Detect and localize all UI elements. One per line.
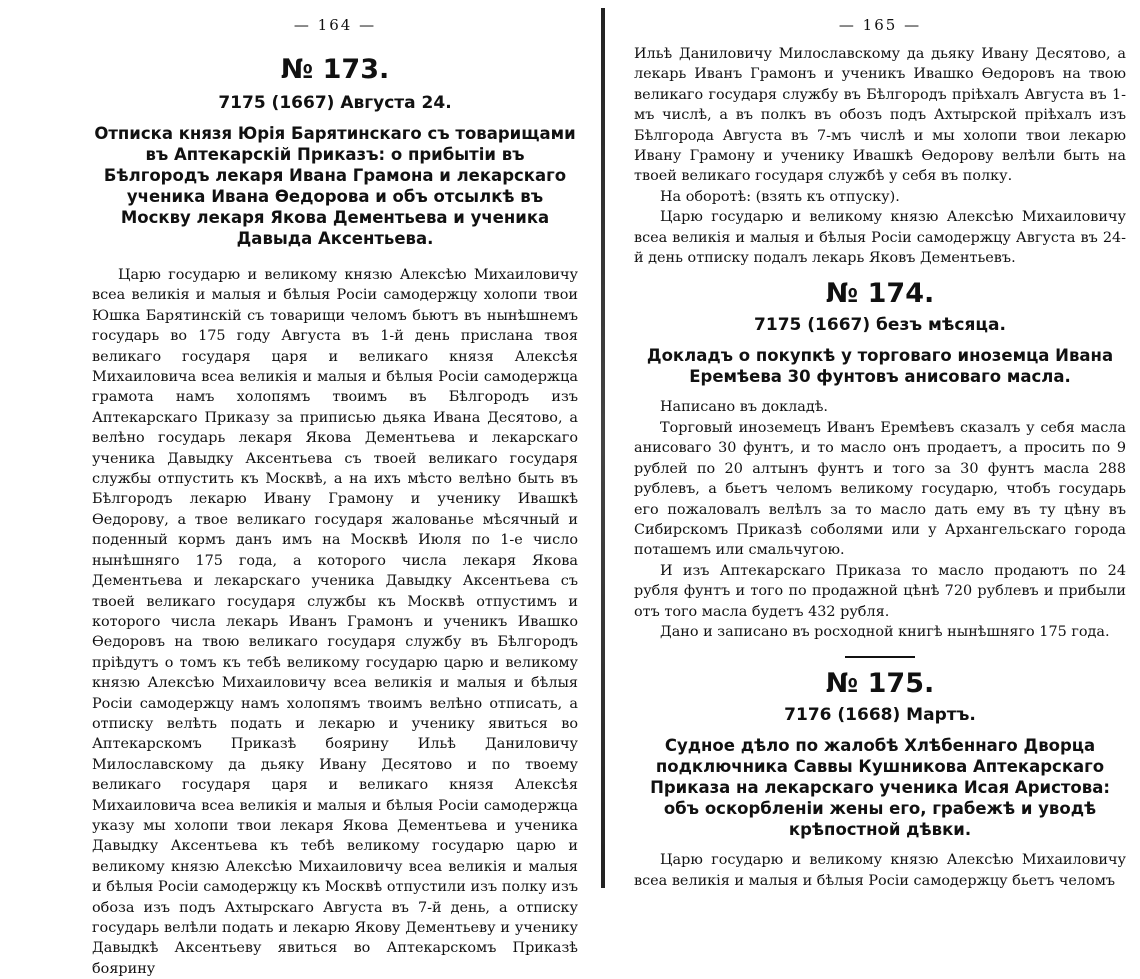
document-heading: Судное дѣло по жалобѣ Хлѣбеннаго Дворца подключника Саввы Кушникова Аптекарскаго Приказа на лекарскаго ученика Исая Аристова: объ оскорбленіи жены его, грабежѣ и уводѣ крѣпостной дѣвки. — [650, 736, 1110, 840]
page-number: — 164 — — [293, 16, 377, 34]
document-number: № 174. — [825, 278, 935, 310]
document-paragraph: Дано и записано въ росходной книгѣ нынѣшняго 175 года. — [660, 623, 1110, 640]
book-spine — [601, 8, 605, 888]
document-date: 7176 (1668) Мартъ. — [784, 705, 976, 726]
document-note: Написано въ докладѣ. — [660, 399, 828, 416]
document-paragraph: Торговый иноземецъ Иванъ Еремѣевъ сказалъ у себя масла анисоваго 30 фунтъ, и то масло онъ продаетъ, а просить по 9 рублей по 20 алтынъ фунтъ и того за 30 фунтъ масла 288 рублевъ, а бьетъ челомъ великому государю, чтобъ государь его пожаловалъ велѣлъ за то масло дать ему въ ту цѣну въ Сибирскомъ Приказѣ соболями или у Архангельскаго города поташемъ или смальчугою. — [634, 419, 1126, 559]
document-number: № 175. — [825, 668, 935, 700]
section-divider — [845, 656, 915, 658]
page-number: — 165 — — [838, 16, 922, 34]
document-date: 7175 (1667) безъ мѣсяца. — [754, 315, 1006, 336]
reverse-note: На оборотѣ: (взять къ отпуску). — [660, 188, 900, 205]
document-date: 7175 (1667) Августа 24. — [218, 93, 452, 113]
document-paragraph: И изъ Аптекарскаго Приказа то масло продаютъ по 24 рубля фунтъ и того по продажной цѣнѣ 720 рублевъ и прибыли отъ того масла будетъ 432 рубля. — [634, 562, 1126, 620]
document-body: Царю государю и великому князю Алексѣю Михаиловичу всеа великія и малыя и бѣлыя Росіи самодержцу бьетъ челомъ — [634, 852, 1126, 889]
reverse-text: Царю государю и великому князю Алексѣю Михаиловичу всеа великія и малыя и бѣлыя Росіи самодержцу Августа въ 24-й день отписку подалъ лекарь Яковъ Дементьевъ. — [634, 209, 1126, 267]
document-body: Царю государю и великому князю Алексѣю Михаиловичу всеа великія и малыя и бѣлыя Росіи самодержцу холопи твои Юшка Барятинскій съ товарищи челомъ бьютъ въ нынѣшнемъ государь во 175 году Августа въ 1-й день прислана твоя великаго государя царя и великаго князя Алексѣя Михаиловича всеа великія и малыя и бѣлыя Росіи самодержца грамота намъ холопямъ твоимъ въ Бѣлгородъ изъ Аптекарскаго Приказу за приписью дьяка Ивана Десятово, а велѣно государь лекаря Якова Дементьева и лекарскаго ученика Давыдку Аксентьева съ твоей великаго государя службы отпустить къ Москвѣ, а на ихъ мѣсто велѣно быть въ Бѣлгородъ лекарю Ивану Грамону и ученику Ивашкѣ Өедорову, а твое великаго государя жалованье мѣсячный и поденный кормъ данъ имъ на Москвѣ Июля по 1-е число нынѣшняго 175 года, а которого числа лекаря Якова Дементьева и лекарскаго ученика Давыдку Аксентьева съ твоей великаго государя службы къ Москвѣ отпустимъ и которого числа лекарь Иванъ Грамонъ и ученикъ Ивашко Өедоровъ на твою великаго государя службу въ Бѣлгородъ пріѣдутъ о томъ къ тебѣ великому государю царю и великому князю Алексѣю Михаиловичу всеа великія и малыя и бѣлыя Росіи самодержцу намъ холопямъ твоимъ велѣно отписать, а отписку велѣть подать и лекарю и ученику явиться во Аптекарскомъ Приказѣ боярину Ильѣ Даниловичу Милославскому да дьяку Ивану Десятово и по твоему великаго государя царя и великаго князя Алексѣя Михаиловича всеа великія и малыя и бѣлыя Росіи самодержца указу мы холопи твои лекаря Якова Дементьева и ученика Давыдку Аксентьева къ тебѣ великому государю царю и великому князю Алексѣю Михаиловичу всеа великія и малыя и бѣлыя Росіи самодержцу къ Москвѣ отпустили изъ полку изъ обоза изъ подъ Ахтырскаго Августа въ 7-й день, а отписку государь велѣли подать и лекарю Якову Дементьеву и ученику Давыдкѣ Аксентьеву явиться во Аптекарскомъ Приказѣ боярину — [92, 267, 578, 977]
document-heading: Докладъ о покупкѣ у торговаго иноземца Ивана Еремѣева 30 фунтовъ анисоваго масла. — [646, 346, 1114, 387]
document-heading: Отписка князя Юрія Барятинскаго съ товарищами въ Аптекарскій Приказъ: о прибытіи въ Бѣлгородъ лекаря Ивана Грамона и лекарскаго ученика Ивана Өедорова и объ отсылкѣ въ Москву лекаря Якова Дементьева и ученика Давыда Аксентьева. — [94, 124, 576, 248]
document-number: № 173. — [280, 54, 390, 85]
document-body-continued: Ильѣ Даниловичу Милославскому да дьяку Ивану Десятово, а лекарь Иванъ Грамонъ и ученикъ Ивашко Өедоровъ на твою великаго государя службу въ Бѣлгородъ пріѣхалъ Августа въ 1-мъ числѣ, а въ полкъ въ обозъ подъ Ахтырской пріѣхалъ изъ Бѣлгорода Августа въ 7-мъ числѣ и мы холопи твои лекарю Ивану Грамону и ученику Ивашкѣ Өедорову велѣли быть на твоей великаго государя службѣ у себя въ полку. — [634, 46, 1126, 185]
right-page — [612, 0, 1140, 896]
